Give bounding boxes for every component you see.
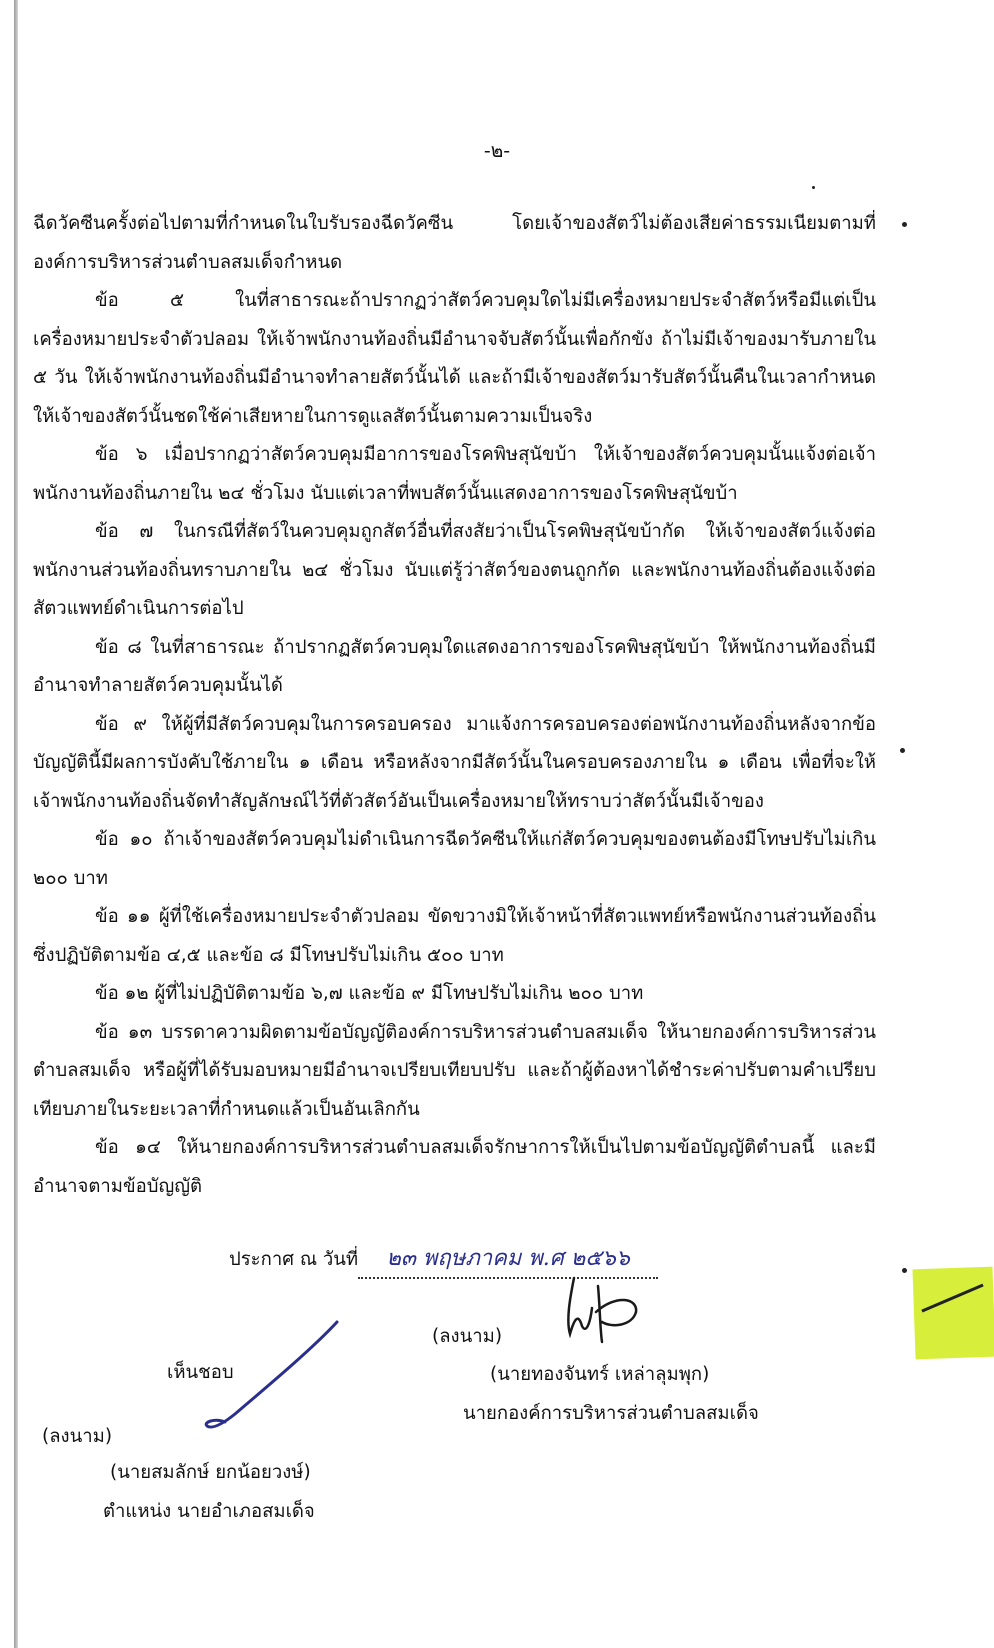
margin-dot xyxy=(902,222,907,227)
clause-9: ข้อ ๙ ให้ผู้ที่มีสัตว์ควบคุมในการครอบครอง มาแจ้งการครอบครองต่อพนักงานท้องถิ่นหลังจากข้อบัญญัตินี้มีผลการบังคับใช้ภายใน ๑ เดือน หรือหลังจากมีสัตว์นั้นในครอบครองภายใน ๑ เดือน เพื่อที่จะให้เจ้าพนักงานท้องถิ่นจัดทำสัญลักษณ์ไว้ที่ตัวสัตว์อันเป็นเครื่องหมายให้ทราบว่าสัตว์นั้นมีเจ้าของ xyxy=(33,713,876,812)
proclamation-label: ประกาศ ณ วันที่ xyxy=(229,1249,359,1270)
right-signatory-position: นายกองค์การบริหารส่วนตำบลสมเด็จ xyxy=(463,1403,759,1424)
margin-dot xyxy=(902,1268,907,1273)
clause-12: ข้อ ๑๒ ผู้ที่ไม่ปฏิบัติตามข้อ ๖,๗ และข้อ ๙ มีโทษปรับไม่เกิน ๒๐๐ บาท xyxy=(95,983,644,1004)
clause-6: ข้อ ๖ เมื่อปรากฏว่าสัตว์ควบคุมมีอาการของโรคพิษสุนัขบ้า ให้เจ้าของสัตว์ควบคุมนั้นแจ้งต่อเจ้าพนักงานท้องถิ่นภายใน ๒๔ ชั่วโมง นับแต่เวลาที่พบสัตว์นั้นแสดงอาการของโรคพิษสุนัขบ้า xyxy=(33,444,876,504)
clause-13: ข้อ ๑๓ บรรดาความผิดตามข้อบัญญัติองค์การบริหารส่วนตำบลสมเด็จ ให้นายกองค์การบริหารส่วนตำบลสมเด็จ หรือผู้ที่ได้รับมอบหมายมีอำนาจเปรียบเทียบปรับ และถ้าผู้ต้องหาได้ชำระค่าปรับตามคำเปรียบเทียบภายในระยะเวลาที่กำหนดแล้วเป็นอันเลิกกัน xyxy=(33,1021,876,1120)
left-signatory-name: (นายสมลักษ์ ยกน้อยวงษ์) xyxy=(110,1462,311,1483)
clause-14: ข้อ ๑๔ ให้นายกองค์การบริหารส่วนตำบลสมเด็จรักษาการให้เป็นไปตามข้อบัญญัติตำบลนี้ และมีอำนาจตามข้อบัญญัติ xyxy=(33,1137,876,1197)
right-sign-label: (ลงนาม) xyxy=(432,1326,503,1347)
clause-5: ข้อ ๕ ในที่สาธารณะถ้าปรากฏว่าสัตว์ควบคุมใดไม่มีเครื่องหมายประจำสัตว์หรือมีแต่เป็นเครื่องหมายประจำตัวปลอม ให้เจ้าพนักงานท้องถิ่นมีอำนาจจับสัตว์นั้นเพื่อกักขัง ถ้าไม่มีเจ้าของมารับภายใน ๕ วัน ให้เจ้าพนักงานท้องถิ่นมีอำนาจทำลายสัตว์นั้นได้ และถ้ามีเจ้าของสัตว์มารับสัตว์นั้นคืนในเวลากำหนดให้เจ้าของสัตว์นั้นชดใช้ค่าเสียหายในการดูแลสัตว์นั้นตามความเป็นจริง xyxy=(33,290,876,427)
clause-11: ข้อ ๑๑ ผู้ที่ใช้เครื่องหมายประจำตัวปลอม ขัดขวางมิให้เจ้าหน้าที่สัตวแพทย์หรือพนักงานส่วนท้องถิ่นซึ่งปฏิบัติตามข้อ ๔,๕ และข้อ ๘ มีโทษปรับไม่เกิน ๕๐๐ บาท xyxy=(33,906,876,966)
left-signature xyxy=(195,1318,345,1438)
paragraph-continuation: ฉีดวัคซีนครั้งต่อไปตามที่กำหนดในใบรับรองฉีดวัคซีน โดยเจ้าของสัตว์ไม่ต้องเสียค่าธรรมเนียมตามที่องค์การบริหารส่วนตำบลสมเด็จกำหนด xyxy=(33,213,876,273)
sticky-note xyxy=(912,1267,994,1360)
approve-label: เห็นชอบ xyxy=(167,1362,234,1383)
right-signature xyxy=(560,1268,670,1348)
document-body xyxy=(33,205,876,1206)
left-signatory-position: ตำแหน่ง นายอำเภอสมเด็จ xyxy=(103,1501,315,1522)
clause-7: ข้อ ๗ ในกรณีที่สัตว์ในควบคุมถูกสัตว์อื่นที่สงสัยว่าเป็นโรคพิษสุนัขบ้ากัด ให้เจ้าของสัตว์แจ้งต่อพนักงานส่วนท้องถิ่นทราบภายใน ๒๔ ชั่วโมง นับแต่รู้ว่าสัตว์ของตนถูกกัด และพนักงานท้องถิ่นต้องแจ้งต่อสัตวแพทย์ดำเนินการต่อไป xyxy=(33,521,876,619)
page-number: -๒- xyxy=(483,140,511,162)
sticky-note-mark xyxy=(912,1267,994,1360)
margin-dot xyxy=(812,186,815,189)
margin-dot xyxy=(900,748,905,753)
clause-10: ข้อ ๑๐ ถ้าเจ้าของสัตว์ควบคุมไม่ดำเนินการฉีดวัคซีนให้แก่สัตว์ควบคุมของตนต้องมีโทษปรับไม่เกิน ๒๐๐ บาท xyxy=(33,829,876,889)
clause-8: ข้อ ๘ ในที่สาธารณะ ถ้าปรากฏสัตว์ควบคุมใดแสดงอาการของโรคพิษสุนัขบ้า ให้พนักงานท้องถิ่นมีอำนาจทำลายสัตว์ควบคุมนั้นได้ xyxy=(33,636,876,696)
right-signatory-name: (นายทองจันทร์ เหล่าลุมพุก) xyxy=(490,1364,710,1385)
left-sign-label: (ลงนาม) xyxy=(42,1426,113,1447)
page-binding-edge xyxy=(14,0,18,1648)
proclamation-date: ๒๓ พฤษภาคม พ.ศ ๒๕๖๖ xyxy=(358,1240,658,1279)
